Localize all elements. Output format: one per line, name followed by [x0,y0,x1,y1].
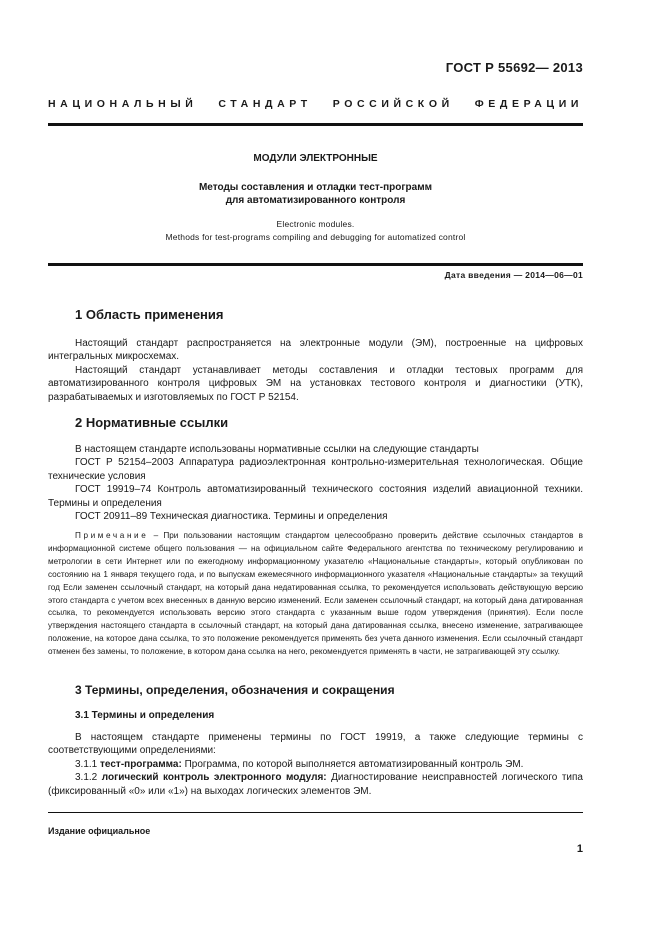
document-title: МОДУЛИ ЭЛЕКТРОННЫЕ [253,153,378,164]
reference-item: ГОСТ Р 52154–2003 Аппаратура радиоэлектронная контрольно-измерительная технологическая. Общие технические условия [48,457,583,482]
subtitle-line-1: Методы составления и отладки тест-программ [198,182,433,193]
term-name: логический контроль электронного модуля: [101,772,327,784]
term-text: Диагностирование неисправностей логического типа (фиксированный «0» или «1») на выходах логических элементов ЭМ. [48,772,583,797]
subsection-3-1-heading: 3.1 Термины и определения [75,710,215,721]
reference-item: ГОСТ 20911–89 Техническая диагностика. Термины и определения [75,511,388,523]
footer-rule [48,812,583,813]
note-paragraph [48,530,583,659]
term-text: Программа, по которой выполняется автоматизированный контроль ЭМ. [181,758,524,770]
introduction-date: Дата введения — 2014—06—01 [444,270,583,280]
term-definition [48,758,583,771]
section-3-body [48,731,583,798]
gost-number: ГОСТ Р 55692— 2013 [445,60,583,75]
section-2-paragraph: В настоящем стандарте использованы нормативные ссылки на следующие стандарты [75,444,479,455]
official-edition-label: Издание официальное [48,826,151,836]
title-thick-rule [48,263,583,266]
section-1-heading: 1 Область применения [75,307,224,322]
term-definition [48,771,583,798]
term-number: 3.1.1 [75,758,101,770]
header-thick-rule [48,123,583,126]
section-1-paragraph: Настоящий стандарт устанавливает методы составления и отладки тестовых программ для автоматизированного контроля цифровых ЭМ на установках тестового контроля и диагностики (УТК), разрабатываемых и изготовляемых по ГОСТ Р 52154. [48,364,583,403]
section-1-body [48,337,583,404]
section-3-heading: 3 Термины, определения, обозначения и сокращения [75,683,395,697]
national-standard-banner: НАЦИОНАЛЬНЫЙ СТАНДАРТ РОССИЙСКОЙ ФЕДЕРАЦИИ [48,98,583,110]
section-2-heading: 2 Нормативные ссылки [75,415,229,430]
document-subtitle [48,181,583,207]
term-number: 3.1.2 [75,772,102,784]
note-block [48,530,583,659]
term-name: тест-программа: [100,758,182,770]
subtitle-line-2: для автоматизированного контроля [225,195,406,206]
english-title-line-2: Methods for test-programs compiling and debugging for automatized control [165,232,466,242]
english-title-line-1: Electronic modules. [276,219,355,229]
section-3-paragraph: В настоящем стандарте применены термины по ГОСТ 19919, а также следующие термины с соответствующими определениями: [48,732,583,757]
reference-item: ГОСТ 19919–74 Контроль автоматизированный технического состояния изделий авиационной техники. Термины и определения [48,484,583,509]
english-title [48,218,583,244]
note-label: Примечание [75,531,149,540]
page-number: 1 [576,843,583,855]
section-2-body [48,443,583,523]
note-text: – При пользовании настоящим стандартом целесообразно проверить действие ссылочных стандартов в информационной системе общего пользования — на официальном сайте Федерального агентства по техническому регулированию и метрологии в сети Интернет или по ежегодному информационному указателю «Национальные стандарты», который опубликован по состоянию на 1 января текущего года, и по выпускам ежемесячного информационного указателя «Национальные стандарты» за текущий год Если заменен ссылочный стандарт, на который дана недатированная ссылка, то рекомендуется использовать действующую версию этого стандарта с учетом всех внесенных в данную версию изменений. Если заменен ссылочный стандарт, на который дана датированная ссылка, то рекомендуется использовать версию этого стандарта с указанным выше годом утверждения (принятия). Если после утверждения настоящего стандарта в ссылочный стандарт, на который дана датированная ссылка, внесено изменение, затрагивающее положение, на которое дана ссылка, то это положение рекомендуется применять без учета данного изменения. Если ссылочный стандарт отменен без замены, то положение, в котором дана ссылка на него, рекомендуется применять в части, не затрагивающей эту ссылку. [48,531,583,657]
section-1-paragraph: Настоящий стандарт распространяется на электронные модули (ЭМ), построенные на цифровых интегральных микросхемах. [48,338,583,363]
